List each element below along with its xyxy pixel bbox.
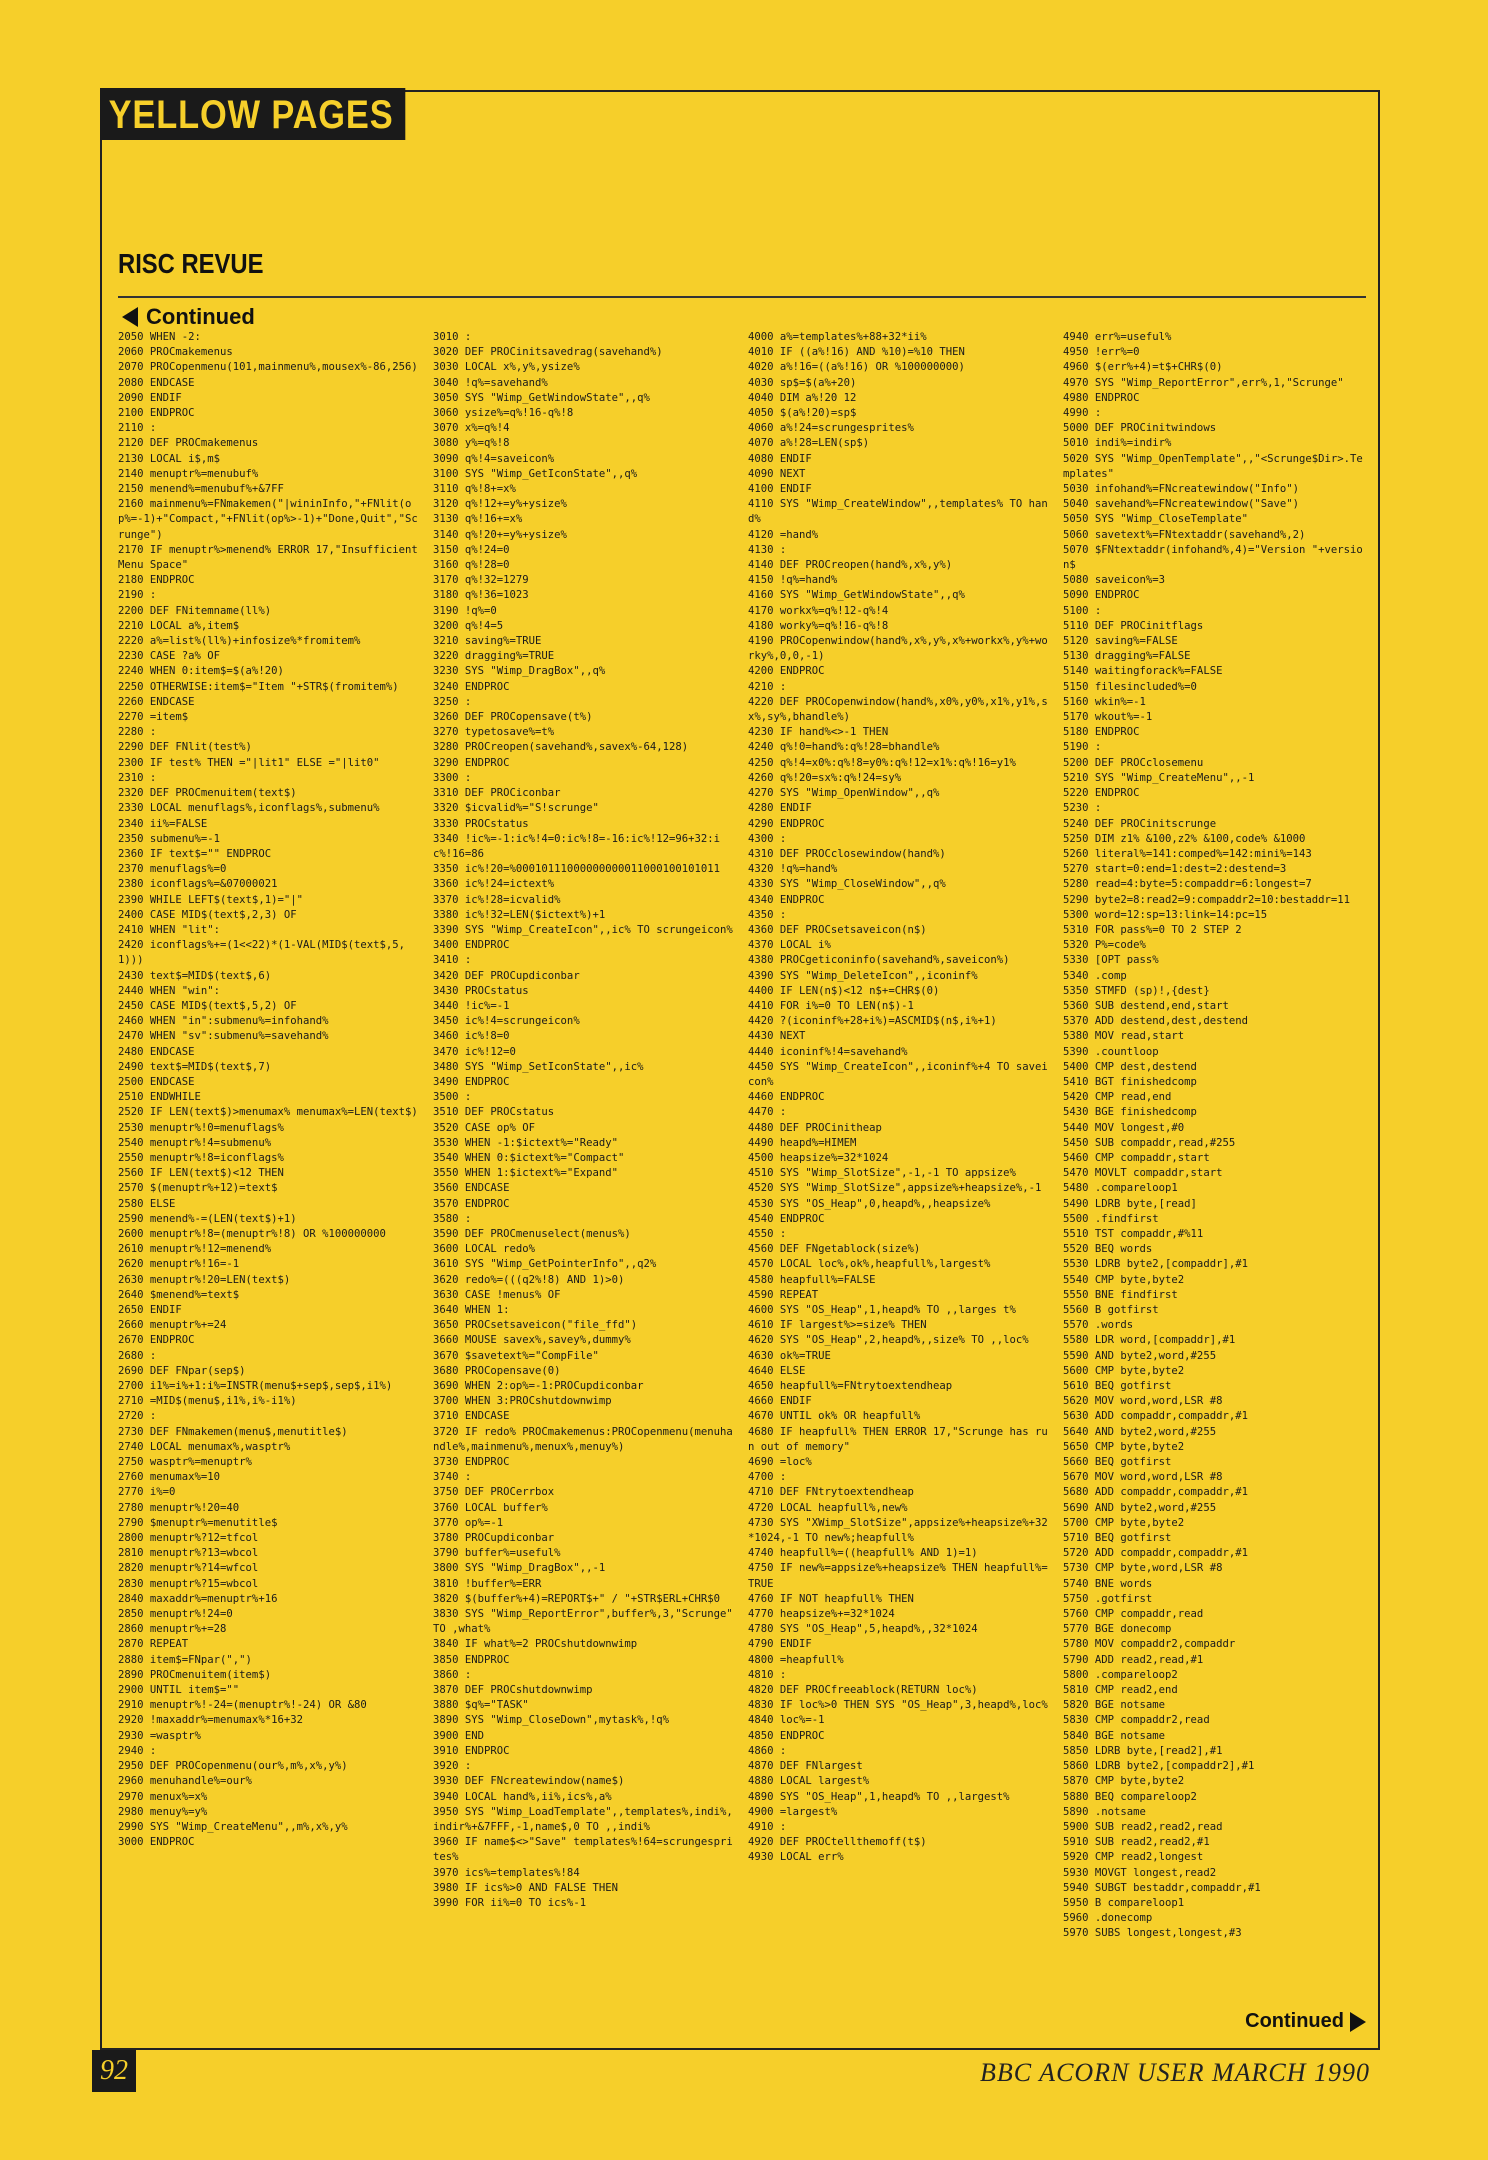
continued-label: Continued [146, 304, 255, 329]
listing-column-3: 4000 a%=templates%+88+32*ii% 4010 IF ((a%!16) AND %10)=%10 THEN 4020 a%!16=((a%!16) OR %100000000) 4030 sp$=$(a%+20) 4040 DIM a%!20 12 4050 $(a%!20)=sp$ 4060 a%!24=scrungesprites% 4070 a%!28=LEN(sp$) 4080 ENDIF 4090 NEXT 4100 ENDIF 4110 SYS "Wimp_CreateWindow",,templates% TO hand% 4120 =hand% 4130 : 4140 DEF PROCreopen(hand%,x%,y%) 4150 !q%=hand% 4160 SYS "Wimp_GetWindowState",,q% 4170 workx%=q%!12-q%!4 4180 worky%=q%!16-q%!8 4190 PROCopenwindow(hand%,x%,y%,x%+workx%,y%+worky%,0,0,-1) 4200 ENDPROC 4210 : 4220 DEF PROCopenwindow(hand%,x0%,y0%,x1%,y1%,sx%,sy%,bhandle%) 4230 IF hand%<>-1 THEN 4240 q%!0=hand%:q%!28=bhandle% 4250 q%!4=x0%:q%!8=y0%:q%!12=x1%:q%!16=y1% 4260 q%!20=sx%:q%!24=sy% 4270 SYS "Wimp_OpenWindow",,q% 4280 ENDIF 4290 ENDPROC 4300 : 4310 DEF PROCclosewindow(hand%) 4320 !q%=hand% 4330 SYS "Wimp_CloseWindow",,q% 4340 ENDPROC 4350 : 4360 DEF PROCsetsaveicon(n$) 4370 LOCAL i% 4380 PROCgeticoninfo(savehand%,saveicon%) 4390 SYS "Wimp_DeleteIcon",,iconinf% 4400 IF LEN(n$)<12 n$+=CHR$(0) 4410 FOR i%=0 TO LEN(n$)-1 4420 ?(iconinf%+28+i%)=ASCMID$(n$,i%+1) 4430 NEXT 4440 iconinf%!4=savehand% 4450 SYS "Wimp_CreateIcon",,iconinf%+4 TO saveicon% 4460 ENDPROC 4470 : 4480 DEF PROCinitheap 4490 heapd%=HIMEM 4500 heapsize%=32*1024 4510 SYS "Wimp_SlotSize",-1,-1 TO appsize% 4520 SYS "Wimp_SlotSize",appsize%+heapsize%,-1 4530 SYS "OS_Heap",0,heapd%,,heapsize% 4540 ENDPROC 4550 : 4560 DEF FNgetablock(size%) 4570 LOCAL loc%,ok%,heapfull%,largest% 4580 heapfull%=FALSE 4590 REPEAT 4600 SYS "OS_Heap",1,heapd% TO ,,larges t% 4610 IF largest%>=size% THEN 4620 SYS "OS_Heap",2,heapd%,,size% TO ,,loc% 4630 ok%=TRUE 4640 ELSE 4650 heapfull%=FNtrytoextendheap 4660 ENDIF 4670 UNTIL ok% OR heapfull% 4680 IF heapfull% THEN ERROR 17,"Scrunge has run out of memory" 4690 =loc% 4700 : 4710 DEF FNtrytoextendheap 4720 LOCAL heapfull%,new% 4730 SYS "XWimp_SlotSize",appsize%+heapsize%+32*1024,-1 TO new%;heapfull% 4740 heapfull%=((heapfull% AND 1)=1) 4750 IF new%=appsize%+heapsize% THEN heapfull%=TRUE 4760 IF NOT heapfull% THEN 4770 heapsize%+=32*1024 4780 SYS "OS_Heap",5,heapd%,,32*1024 4790 ENDIF 4800 =heapfull% 4810 : 4820 DEF PROCfreeablock(RETURN loc%) 4830 IF loc%>0 THEN SYS "OS_Heap",3,heapd%,loc% 4840 loc%=-1 4850 ENDPROC 4860 : 4870 DEF FNlargest 4880 LOCAL largest% 4890 SYS "OS_Heap",1,heapd% TO ,,largest% 4900 =largest% 4910 : 4920 DEF PROCtellthemoff(t$) 4930 LOCAL err% [748, 331, 1048, 1864]
continued-bottom-label: Continued [1245, 2010, 1344, 2032]
arrow-right-icon [1350, 2012, 1366, 2032]
listing-column-1: 2050 WHEN -2: 2060 PROCmakemenus 2070 PROCopenmenu(101,mainmenu%,mousex%-86,256) 2080 ENDCASE 2090 ENDIF 2100 ENDPROC 2110 : 2120 DEF PROCmakemenus 2130 LOCAL i$,m$ 2140 menuptr%=menubuf% 2150 menend%=menubuf%+&7FF 2160 mainmenu%=FNmakemen("|wininInfo,"+FNlit(op%=-1)+"Compact,"+FNlit(op%>-1)+"Done,Quit","Scrunge") 2170 IF menuptr%>menend% ERROR 17,"Insufficient Menu Space" 2180 ENDPROC 2190 : 2200 DEF FNitemname(ll%) 2210 LOCAL a%,item$ 2220 a%=list%(ll%)+infosize%*fromitem% 2230 CASE ?a% OF 2240 WHEN 0:item$=$(a%!20) 2250 OTHERWISE:item$="Item "+STR$(fromitem%) 2260 ENDCASE 2270 =item$ 2280 : 2290 DEF FNlit(test%) 2300 IF test% THEN ="|lit1" ELSE ="|lit0" 2310 : 2320 DEF PROCmenuitem(text$) 2330 LOCAL menuflags%,iconflags%,submenu% 2340 ii%=FALSE 2350 submenu%=-1 2360 IF text$="" ENDPROC 2370 menuflags%=0 2380 iconflags%=&07000021 2390 WHILE LEFT$(text$,1)="|" 2400 CASE MID$(text$,2,3) OF 2410 WHEN "lit": 2420 iconflags%+=(1<<22)*(1-VAL(MID$(text$,5,1))) 2430 text$=MID$(text$,6) 2440 WHEN "win": 2450 CASE MID$(text$,5,2) OF 2460 WHEN "in":submenu%=infohand% 2470 WHEN "sv":submenu%=savehand% 2480 ENDCASE 2490 text$=MID$(text$,7) 2500 ENDCASE 2510 ENDWHILE 2520 IF LEN(text$)>menumax% menumax%=LEN(text$) 2530 menuptr%!0=menuflags% 2540 menuptr%!4=submenu% 2550 menuptr%!8=iconflags% 2560 IF LEN(text$)<12 THEN 2570 $(menuptr%+12)=text$ 2580 ELSE 2590 menend%-=(LEN(text$)+1) 2600 menuptr%!8=(menuptr%!8) OR %100000000 2610 menuptr%!12=menend% 2620 menuptr%!16=-1 2630 menuptr%!20=LEN(text$) 2640 $menend%=text$ 2650 ENDIF 2660 menuptr%+=24 2670 ENDPROC 2680 : 2690 DEF FNpar(sep$) 2700 i1%=i%+1:i%=INSTR(menu$+sep$,sep$,i1%) 2710 =MID$(menu$,i1%,i%-i1%) 2720 : 2730 DEF FNmakemen(menu$,menutitle$) 2740 LOCAL menumax%,wasptr% 2750 wasptr%=menuptr% 2760 menumax%=10 2770 i%=0 2780 menuptr%!20=40 2790 $menuptr%=menutitle$ 2800 menuptr%?12=tfcol 2810 menuptr%?13=wbcol 2820 menuptr%?14=wfcol 2830 menuptr%?15=wbcol 2840 maxaddr%=menuptr%+16 2850 menuptr%!24=0 2860 menuptr%+=28 2870 REPEAT 2880 item$=FNpar(",") 2890 PROCmenuitem(item$) 2900 UNTIL item$="" 2910 menuptr%!-24=(menuptr%!-24) OR &80 2920 !maxaddr%=menumax%*16+32 2930 =wasptr% 2940 : 2950 DEF PROCopenmenu(our%,m%,x%,y%) 2960 menuhandle%=our% 2970 menux%=x% 2980 menuy%=y% 2990 SYS "Wimp_CreateMenu",,m%,x%,y% 3000 ENDPROC [118, 331, 418, 1849]
arrow-left-icon [122, 307, 138, 327]
listing-column-2: 3010 : 3020 DEF PROCinitsavedrag(savehand%) 3030 LOCAL x%,y%,ysize% 3040 !q%=savehand% 3050 SYS "Wimp_GetWindowState",,q% 3060 ysize%=q%!16-q%!8 3070 x%=q%!4 3080 y%=q%!8 3090 q%!4=saveicon% 3100 SYS "Wimp_GetIconState",,q% 3110 q%!8+=x% 3120 q%!12+=y%+ysize% 3130 q%!16+=x% 3140 q%!20+=y%+ysize% 3150 q%!24=0 3160 q%!28=0 3170 q%!32=1279 3180 q%!36=1023 3190 !q%=0 3200 q%!4=5 3210 saving%=TRUE 3220 dragging%=TRUE 3230 SYS "Wimp_DragBox",,q% 3240 ENDPROC 3250 : 3260 DEF PROCopensave(t%) 3270 typetosave%=t% 3280 PROCreopen(savehand%,savex%-64,128) 3290 ENDPROC 3300 : 3310 DEF PROCiconbar 3320 $icvalid%="S!scrunge" 3330 PROCstatus 3340 !ic%=-1:ic%!4=0:ic%!8=-16:ic%!12=96+32:ic%!16=86 3350 ic%!20=%00010111000000000011000100101011 3360 ic%!24=ictext% 3370 ic%!28=icvalid% 3380 ic%!32=LEN($ictext%)+1 3390 SYS "Wimp_CreateIcon",,ic% TO scrungeicon% 3400 ENDPROC 3410 : 3420 DEF PROCupdiconbar 3430 PROCstatus 3440 !ic%=-1 3450 ic%!4=scrungeicon% 3460 ic%!8=0 3470 ic%!12=0 3480 SYS "Wimp_SetIconState",,ic% 3490 ENDPROC 3500 : 3510 DEF PROCstatus 3520 CASE op% OF 3530 WHEN -1:$ictext%="Ready" 3540 WHEN 0:$ictext%="Compact" 3550 WHEN 1:$ictext%="Expand" 3560 ENDCASE 3570 ENDPROC 3580 : 3590 DEF PROCmenuselect(menus%) 3600 LOCAL redo% 3610 SYS "Wimp_GetPointerInfo",,q2% 3620 redo%=(((q2%!8) AND 1)>0) 3630 CASE !menus% OF 3640 WHEN 1: 3650 PROCsetsaveicon("file_ffd") 3660 MOUSE savex%,savey%,dummy% 3670 $savetext%="CompFile" 3680 PROCopensave(0) 3690 WHEN 2:op%=-1:PROCupdiconbar 3700 WHEN 3:PROCshutdownwimp 3710 ENDCASE 3720 IF redo% PROCmakemenus:PROCopenmenu(menuhandle%,mainmenu%,menux%,menuy%) 3730 ENDPROC 3740 : 3750 DEF PROCerrbox 3760 LOCAL buffer% 3770 op%=-1 3780 PROCupdiconbar 3790 buffer%=useful% 3800 SYS "Wimp_DragBox",,-1 3810 !buffer%=ERR 3820 $(buffer%+4)=REPORT$+" / "+STR$ERL+CHR$0 3830 SYS "Wimp_ReportError",buffer%,3,"Scrunge" TO ,what% 3840 IF what%=2 PROCshutdownwimp 3850 ENDPROC 3860 : 3870 DEF PROCshutdownwimp 3880 $q%="TASK" 3890 SYS "Wimp_CloseDown",mytask%,!q% 3900 END 3910 ENDPROC 3920 : 3930 DEF FNcreatewindow(name$) 3940 LOCAL hand%,ii%,ics%,a% 3950 SYS "Wimp_LoadTemplate",,templates%,indi%,indir%+&7FFF,-1,name$,0 TO ,,indi% 3960 IF name$<>"Save" templates%!64=scrungesprites% 3970 ics%=templates%!84 3980 IF ics%>0 AND FALSE THEN 3990 FOR ii%=0 TO ics%-1 [433, 331, 733, 1909]
page-number: 92 [92, 2050, 136, 2092]
title-rule [118, 296, 1366, 298]
listing-column-4: 4940 err%=useful% 4950 !err%=0 4960 $(err%+4)=t$+CHR$(0) 4970 SYS "Wimp_ReportError",err%,1,"Scrunge" 4980 ENDPROC 4990 : 5000 DEF PROCinitwindows 5010 indi%=indir% 5020 SYS "Wimp_OpenTemplate",,"<Scrunge$Dir>.Templates" 5030 infohand%=FNcreatewindow("Info") 5040 savehand%=FNcreatewindow("Save") 5050 SYS "Wimp_CloseTemplate" 5060 savetext%=FNtextaddr(savehand%,2) 5070 $FNtextaddr(infohand%,4)="Version "+version$ 5080 saveicon%=3 5090 ENDPROC 5100 : 5110 DEF PROCinitflags 5120 saving%=FALSE 5130 dragging%=FALSE 5140 waitingforack%=FALSE 5150 filesincluded%=0 5160 wkin%=-1 5170 wkout%=-1 5180 ENDPROC 5190 : 5200 DEF PROCclosemenu 5210 SYS "Wimp_CreateMenu",,-1 5220 ENDPROC 5230 : 5240 DEF PROCinitscrunge 5250 DIM z1% &100,z2% &100,code% &1000 5260 literal%=141:comped%=142:mini%=143 5270 start=0:end=1:dest=2:destend=3 5280 read=4:byte=5:compaddr=6:longest=7 5290 byte2=8:read2=9:compaddr2=10:bestaddr=11 5300 word=12:sp=13:link=14:pc=15 5310 FOR pass%=0 TO 2 STEP 2 5320 P%=code% 5330 [OPT pass% 5340 .comp 5350 STMFD (sp)!,{dest} 5360 SUB destend,end,start 5370 ADD destend,dest,destend 5380 MOV read,start 5390 .countloop 5400 CMP dest,destend 5410 BGT finishedcomp 5420 CMP read,end 5430 BGE finishedcomp 5440 MOV longest,#0 5450 SUB compaddr,read,#255 5460 CMP compaddr,start 5470 MOVLT compaddr,start 5480 .compareloop1 5490 LDRB byte,[read] 5500 .findfirst 5510 TST compaddr,#%11 5520 BEQ words 5530 LDRB byte2,[compaddr],#1 5540 CMP byte,byte2 5550 BNE findfirst 5560 B gotfirst 5570 .words 5580 LDR word,[compaddr],#1 5590 AND byte2,word,#255 5600 CMP byte,byte2 5610 BEQ gotfirst 5620 MOV word,word,LSR #8 5630 ADD compaddr,compaddr,#1 5640 AND byte2,word,#255 5650 CMP byte,byte2 5660 BEQ gotfirst 5670 MOV word,word,LSR #8 5680 ADD compaddr,compaddr,#1 5690 AND byte2,word,#255 5700 CMP byte,byte2 5710 BEQ gotfirst 5720 ADD compaddr,compaddr,#1 5730 CMP byte,word,LSR #8 5740 BNE words 5750 .gotfirst 5760 CMP compaddr,read 5770 BGE donecomp 5780 MOV compaddr2,compaddr 5790 ADD read2,read,#1 5800 .compareloop2 5810 CMP read2,end 5820 BGE notsame 5830 CMP compaddr2,read 5840 BGE notsame 5850 LDRB byte,[read2],#1 5860 LDRB byte2,[compaddr2],#1 5870 CMP byte,byte2 5880 BEQ compareloop2 5890 .notsame 5900 SUB read2,read2,read 5910 SUB read2,read2,#1 5920 CMP read2,longest 5930 MOVGT longest,read2 5940 SUBGT bestaddr,compaddr,#1 5950 B compareloop1 5960 .donecomp 5970 SUBS longest,longest,#3 [1063, 331, 1363, 1940]
section-banner: YELLOW PAGES [100, 88, 406, 140]
section-title: RISC REVUE [118, 248, 264, 279]
continued-marker-bottom [1245, 2010, 1366, 2033]
publication-footer: BBC ACORN USER MARCH 1990 [980, 2058, 1370, 2087]
code-listing [118, 330, 1368, 2020]
continued-marker-top [122, 304, 255, 330]
